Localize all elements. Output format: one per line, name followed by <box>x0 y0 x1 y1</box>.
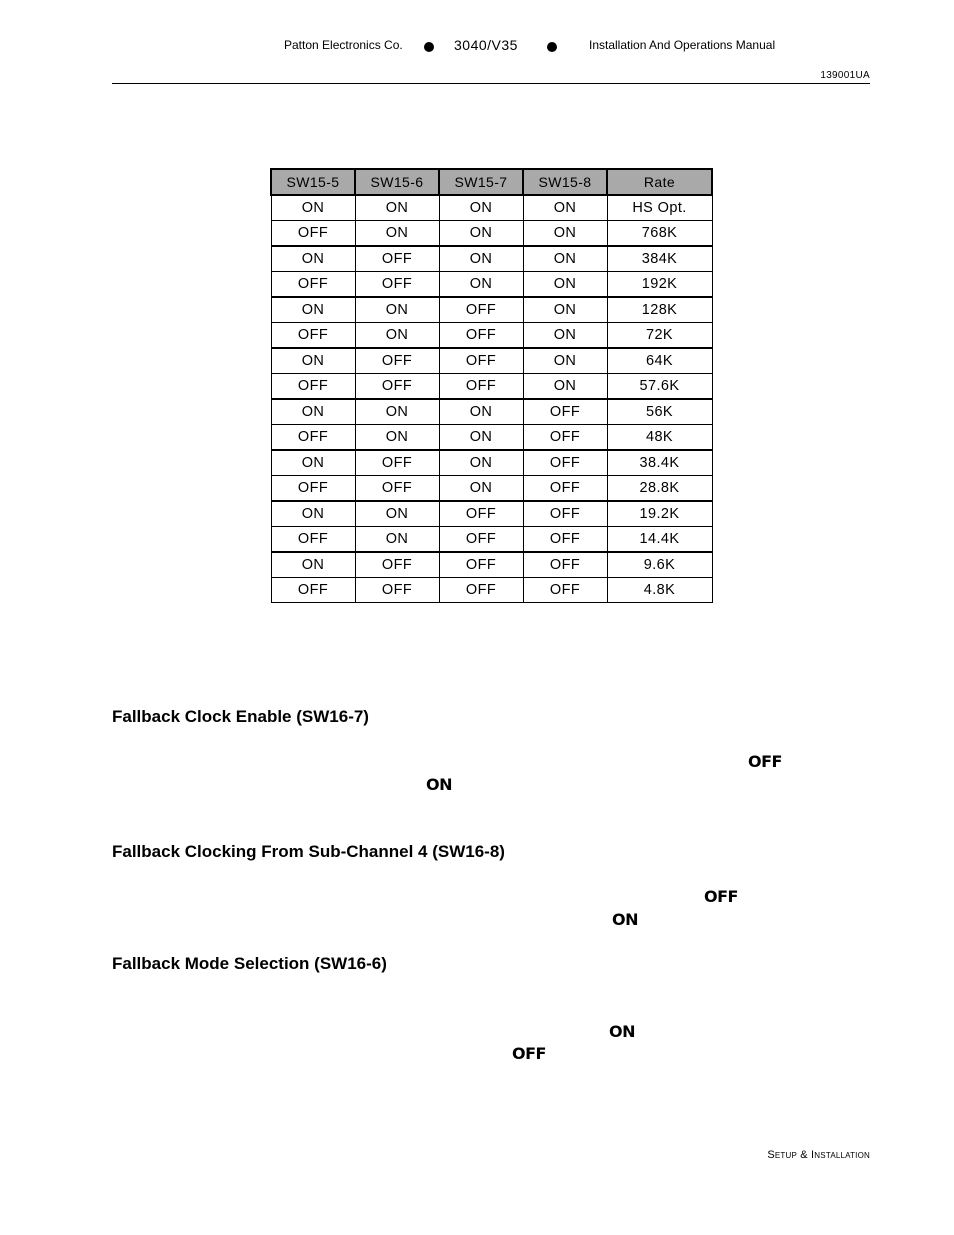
table-header-row <box>271 169 712 195</box>
switch-setting-cell: ON <box>271 552 355 578</box>
rate-cell: HS Opt. <box>607 195 712 221</box>
switch-setting-cell: ON <box>523 374 607 400</box>
off-label: OFF <box>512 1044 546 1063</box>
switch-setting-cell: OFF <box>355 374 439 400</box>
switch-setting-cell: OFF <box>271 374 355 400</box>
table-row <box>271 450 712 476</box>
switch-setting-cell: ON <box>523 221 607 247</box>
rate-cell: 192K <box>607 272 712 298</box>
rate-cell: 14.4K <box>607 527 712 553</box>
switch-setting-cell: OFF <box>355 450 439 476</box>
switch-setting-cell: OFF <box>271 425 355 451</box>
rate-cell: 72K <box>607 323 712 349</box>
rate-cell: 57.6K <box>607 374 712 400</box>
switch-setting-cell: OFF <box>355 272 439 298</box>
switch-setting-cell: ON <box>439 246 523 272</box>
on-label: ON <box>426 775 452 794</box>
switch-setting-cell: ON <box>523 348 607 374</box>
switch-setting-cell: ON <box>523 246 607 272</box>
switch-setting-cell: OFF <box>439 374 523 400</box>
switch-setting-cell: OFF <box>355 578 439 603</box>
table-row <box>271 425 712 451</box>
switch-setting-cell: ON <box>271 450 355 476</box>
switch-setting-cell: ON <box>439 221 523 247</box>
table-row <box>271 374 712 400</box>
switch-setting-cell: ON <box>439 476 523 502</box>
off-label: OFF <box>704 887 738 906</box>
switch-setting-cell: OFF <box>523 578 607 603</box>
rate-cell: 56K <box>607 399 712 425</box>
switch-setting-cell: ON <box>523 297 607 323</box>
table-row <box>271 323 712 349</box>
off-label: OFF <box>748 752 782 771</box>
table-row <box>271 552 712 578</box>
footer-section-name: Setup & Installation <box>767 1149 870 1161</box>
section-title-fallback-clocking-subchannel: Fallback Clocking From Sub-Channel 4 (SW16-8) <box>112 842 505 861</box>
table-row <box>271 578 712 603</box>
rate-switch-table <box>270 168 713 603</box>
switch-setting-cell: ON <box>271 195 355 221</box>
table-row <box>271 272 712 298</box>
rate-cell: 128K <box>607 297 712 323</box>
switch-setting-cell: OFF <box>439 323 523 349</box>
switch-setting-cell: OFF <box>439 297 523 323</box>
switch-setting-cell: ON <box>523 195 607 221</box>
switch-setting-cell: ON <box>271 399 355 425</box>
switch-setting-cell: OFF <box>523 476 607 502</box>
switch-setting-cell: OFF <box>439 501 523 527</box>
table-row <box>271 246 712 272</box>
header-model: 3040/V35 <box>454 37 518 53</box>
table-row <box>271 476 712 502</box>
table-body <box>271 195 712 603</box>
switch-setting-cell: ON <box>439 195 523 221</box>
rate-cell: 9.6K <box>607 552 712 578</box>
switch-setting-cell: ON <box>355 425 439 451</box>
header-manual-title: Installation And Operations Manual <box>589 38 776 52</box>
rate-cell: 384K <box>607 246 712 272</box>
table-row <box>271 195 712 221</box>
rate-cell: 768K <box>607 221 712 247</box>
switch-setting-cell: OFF <box>439 578 523 603</box>
switch-setting-cell: ON <box>439 272 523 298</box>
switch-setting-cell: OFF <box>271 578 355 603</box>
switch-setting-cell: OFF <box>439 348 523 374</box>
column-header: SW15-7 <box>439 169 523 195</box>
switch-setting-cell: ON <box>355 527 439 553</box>
switch-setting-cell: ON <box>355 297 439 323</box>
switch-setting-cell: OFF <box>439 552 523 578</box>
on-label: ON <box>609 1022 635 1041</box>
switch-setting-cell: OFF <box>271 476 355 502</box>
switch-setting-cell: OFF <box>523 552 607 578</box>
rate-cell: 64K <box>607 348 712 374</box>
rate-cell: 19.2K <box>607 501 712 527</box>
switch-setting-cell: OFF <box>355 246 439 272</box>
header-bullet-icon <box>547 42 557 52</box>
switch-setting-cell: OFF <box>271 323 355 349</box>
switch-setting-cell: OFF <box>271 221 355 247</box>
switch-setting-cell: ON <box>439 450 523 476</box>
switch-setting-cell: ON <box>355 195 439 221</box>
switch-setting-cell: ON <box>439 399 523 425</box>
header-company: Patton Electronics Co. <box>284 38 403 52</box>
switch-setting-cell: ON <box>271 297 355 323</box>
switch-setting-cell: ON <box>355 221 439 247</box>
switch-setting-cell: OFF <box>523 501 607 527</box>
switch-setting-cell: ON <box>271 501 355 527</box>
switch-setting-cell: ON <box>439 425 523 451</box>
switch-setting-cell: ON <box>355 323 439 349</box>
table-row <box>271 501 712 527</box>
switch-setting-cell: ON <box>355 501 439 527</box>
switch-setting-cell: ON <box>355 399 439 425</box>
rate-cell: 28.8K <box>607 476 712 502</box>
switch-setting-cell: OFF <box>523 527 607 553</box>
switch-setting-cell: ON <box>271 246 355 272</box>
table-row <box>271 527 712 553</box>
table-row <box>271 297 712 323</box>
rate-cell: 48K <box>607 425 712 451</box>
switch-setting-cell: OFF <box>355 552 439 578</box>
switch-setting-cell: OFF <box>355 476 439 502</box>
rate-cell: 38.4K <box>607 450 712 476</box>
header-bullet-icon <box>424 42 434 52</box>
switch-setting-cell: OFF <box>523 450 607 476</box>
switch-setting-cell: OFF <box>439 527 523 553</box>
column-header: SW15-8 <box>523 169 607 195</box>
table-row <box>271 348 712 374</box>
switch-setting-cell: OFF <box>523 399 607 425</box>
table-row <box>271 221 712 247</box>
switch-setting-cell: OFF <box>523 425 607 451</box>
column-header: SW15-6 <box>355 169 439 195</box>
switch-setting-cell: ON <box>523 323 607 349</box>
on-label: ON <box>612 910 638 929</box>
section-title-fallback-clock-enable: Fallback Clock Enable (SW16-7) <box>112 707 369 726</box>
table-row <box>271 399 712 425</box>
switch-setting-cell: OFF <box>271 272 355 298</box>
switch-setting-cell: OFF <box>271 527 355 553</box>
column-header: Rate <box>607 169 712 195</box>
document-number: 139001UA <box>820 70 870 81</box>
header-rule <box>112 83 870 84</box>
section-title-fallback-mode-selection: Fallback Mode Selection (SW16-6) <box>112 954 387 973</box>
rate-cell: 4.8K <box>607 578 712 603</box>
switch-setting-cell: OFF <box>355 348 439 374</box>
switch-setting-cell: ON <box>271 348 355 374</box>
switch-setting-cell: ON <box>523 272 607 298</box>
column-header: SW15-5 <box>271 169 355 195</box>
